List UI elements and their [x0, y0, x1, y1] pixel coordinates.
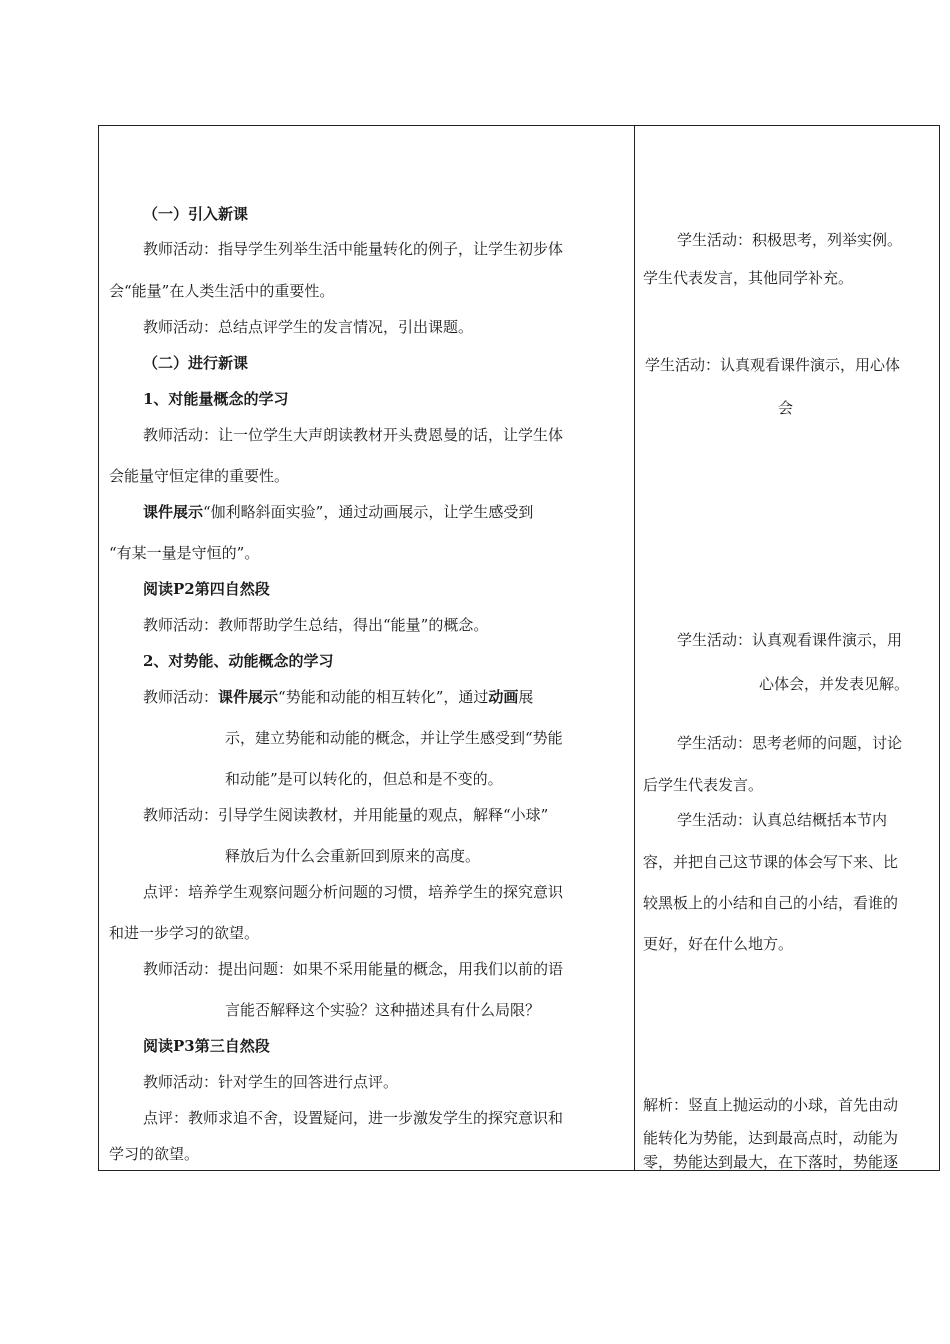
paragraph-line: “有某一量是守恒的”。 — [109, 544, 260, 562]
paragraph-text: “伽利略斜面实验”，通过动画展示，让学生感受到 — [203, 503, 534, 521]
paragraph-text: “势能和动能的相互转化”，通过 — [278, 688, 489, 706]
heading-reading-p2: 阅读P2第四自然段 — [143, 580, 270, 598]
courseware-label: 课件展示 — [218, 688, 279, 706]
student-line: 学生活动：认真观看课件演示，用 — [677, 631, 903, 649]
student-line: 心体会，并发表见解。 — [759, 675, 910, 693]
paragraph-line: 教师活动：教师帮助学生总结，得出“能量”的概念。 — [143, 616, 489, 634]
paragraph-line: 教师活动：提出问题：如果不采用能量的概念，用我们以前的语 — [143, 960, 564, 978]
student-line: 学生代表发言，其他同学补充。 — [643, 269, 854, 287]
paragraph-line — [143, 687, 533, 707]
courseware-label: 课件展示 — [143, 503, 204, 521]
paragraph-line: 会能量守恒定律的重要性。 — [109, 467, 290, 485]
heading-energy-types: 2、对势能、动能概念的学习 — [143, 652, 334, 670]
paragraph-line — [143, 502, 533, 522]
paragraph-text: 教师活动： — [143, 688, 219, 706]
student-line: 更好，好在什么地方。 — [643, 935, 794, 953]
student-line: 能转化为势能，达到最高点时，动能为 — [643, 1129, 899, 1147]
paragraph-line: 教师活动：指导学生列举生活中能量转化的例子，让学生初步体 — [143, 240, 564, 258]
paragraph-line: 教师活动：让一位学生大声朗读教材开头费恩曼的话，让学生体 — [143, 426, 564, 444]
paragraph-line: 示，建立势能和动能的概念，并让学生感受到“势能 — [225, 729, 563, 747]
student-line: 学生活动：积极思考，列举实例。 — [677, 231, 903, 249]
heading-new-lesson: （二）进行新课 — [143, 354, 249, 372]
paragraph-line: 教师活动：针对学生的回答进行点评。 — [143, 1073, 399, 1091]
student-line: 会 — [778, 399, 794, 417]
paragraph-line: 释放后为什么会重新回到原来的高度。 — [225, 847, 481, 865]
heading-energy-concept: 1、对能量概念的学习 — [143, 390, 289, 408]
student-line: 零，势能达到最大，在下落时，势能逐 — [643, 1153, 899, 1171]
student-line: 较黑板上的小结和自己的小结，看谁的 — [643, 894, 899, 912]
student-line: 学生活动：思考老师的问题，讨论 — [677, 734, 903, 752]
heading-reading-p3: 阅读P3第三自然段 — [143, 1037, 270, 1055]
teacher-activity-cell — [99, 126, 634, 1170]
paragraph-line: 教师活动：总结点评学生的发言情况，引出课题。 — [143, 318, 474, 336]
student-line: 容，并把自己这节课的体会写下来、比 — [643, 853, 899, 871]
paragraph-line: 言能否解释这个实验？这种描述具有什么局限？ — [225, 1001, 541, 1019]
heading-intro: （一）引入新课 — [143, 205, 249, 223]
student-line: 学生活动：认真观看课件演示，用心体 — [645, 356, 901, 374]
student-activity-cell — [635, 126, 939, 1170]
paragraph-line: 点评：教师求追不舍，设置疑问，进一步激发学生的探究意识和 — [143, 1109, 564, 1127]
animation-label: 动画 — [488, 688, 519, 706]
lesson-table — [98, 125, 940, 1171]
paragraph-line: 点评：培养学生观察问题分析问题的习惯，培养学生的探究意识 — [143, 883, 564, 901]
student-line: 解析：竖直上抛运动的小球，首先由动 — [643, 1096, 899, 1114]
paragraph-line: 会“能量”在人类生活中的重要性。 — [109, 282, 335, 300]
paragraph-line: 教师活动：引导学生阅读教材，并用能量的观点，解释“小球” — [143, 806, 549, 824]
student-line: 后学生代表发言。 — [643, 776, 764, 794]
paragraph-line: 和动能”是可以转化的，但总和是不变的。 — [225, 770, 503, 788]
paragraph-line: 和进一步学习的欲望。 — [109, 924, 260, 942]
paragraph-text: 展 — [518, 688, 534, 706]
paragraph-line: 学习的欲望。 — [109, 1145, 200, 1163]
student-line: 学生活动：认真总结概括本节内 — [677, 811, 888, 829]
